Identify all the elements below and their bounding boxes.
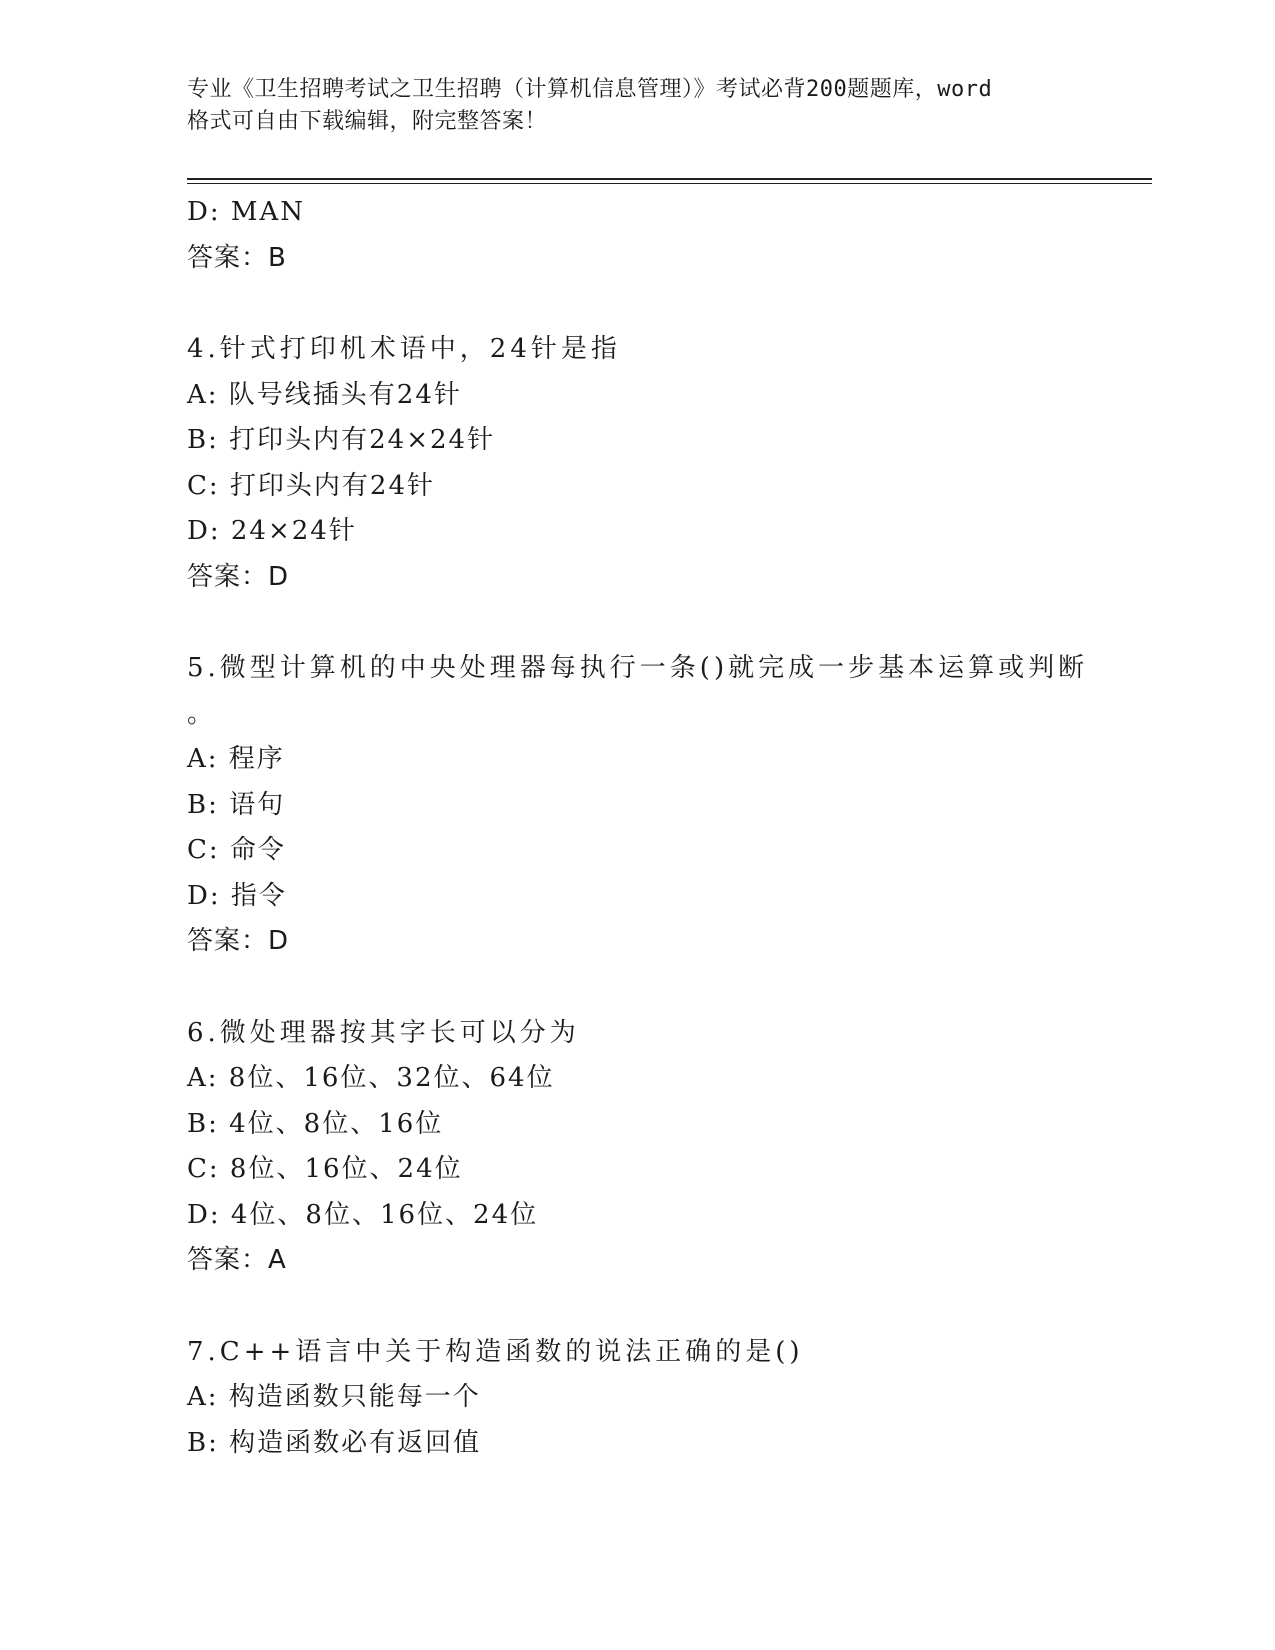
question-block-7 [187, 1330, 1087, 1467]
question-list [187, 190, 1087, 1466]
answer-line: 答案：B [187, 242, 287, 273]
header-title-line-1: 专业《卫生招聘考试之卫生招聘（计算机信息管理）》考试必背200题题库，word [187, 77, 993, 102]
option-b: B: 4位、8位、16位 [187, 1108, 444, 1139]
option-a: A: 程序 [187, 744, 285, 774]
option-d: D: 24×24针 [187, 516, 357, 546]
option-a: A: 队号线插头有24针 [187, 379, 462, 410]
answer-line: 答案：D [187, 926, 290, 956]
answer-line: 答案：A [187, 1245, 287, 1275]
header-title-line-2: 格式可自由下载编辑，附完整答案！ [187, 109, 548, 134]
option-a: A: 8位、16位、32位、64位 [187, 1063, 555, 1093]
question-block-6 [187, 1011, 1087, 1284]
question-text: 6.微处理器按其字长可以分为 [187, 1017, 580, 1048]
question-text: 4.针式打印机术语中，24针是指 [187, 334, 621, 364]
option-c: C: 命令 [187, 835, 286, 865]
option-c: C: 8位、16位、24位 [187, 1154, 463, 1184]
option-d: D: 4位、8位、16位、24位 [187, 1199, 539, 1230]
question-block-3 [187, 190, 1087, 281]
option-d: D: 指令 [187, 880, 287, 911]
option-b: B: 构造函数必有返回值 [187, 1427, 482, 1458]
header-divider-thick [187, 178, 1152, 180]
question-text-continuation: 。 [187, 698, 216, 729]
question-block-4 [187, 327, 1087, 600]
question-block-5 [187, 646, 1087, 965]
option-d: D: MAN [187, 197, 306, 227]
option-b: B: 语句 [187, 789, 286, 820]
answer-line: 答案：D [187, 561, 290, 592]
option-a: A: 构造函数只能每一个 [187, 1382, 481, 1412]
document-header [187, 74, 1087, 138]
question-text: 5.微型计算机的中央处理器每执行一条()就完成一步基本运算或判断 [187, 653, 1089, 683]
question-text: 7.C++语言中关于构造函数的说法正确的是() [187, 1336, 804, 1367]
option-b: B: 打印头内有24×24针 [187, 425, 496, 455]
option-c: C: 打印头内有24针 [187, 470, 436, 501]
header-divider-thin [187, 183, 1152, 184]
